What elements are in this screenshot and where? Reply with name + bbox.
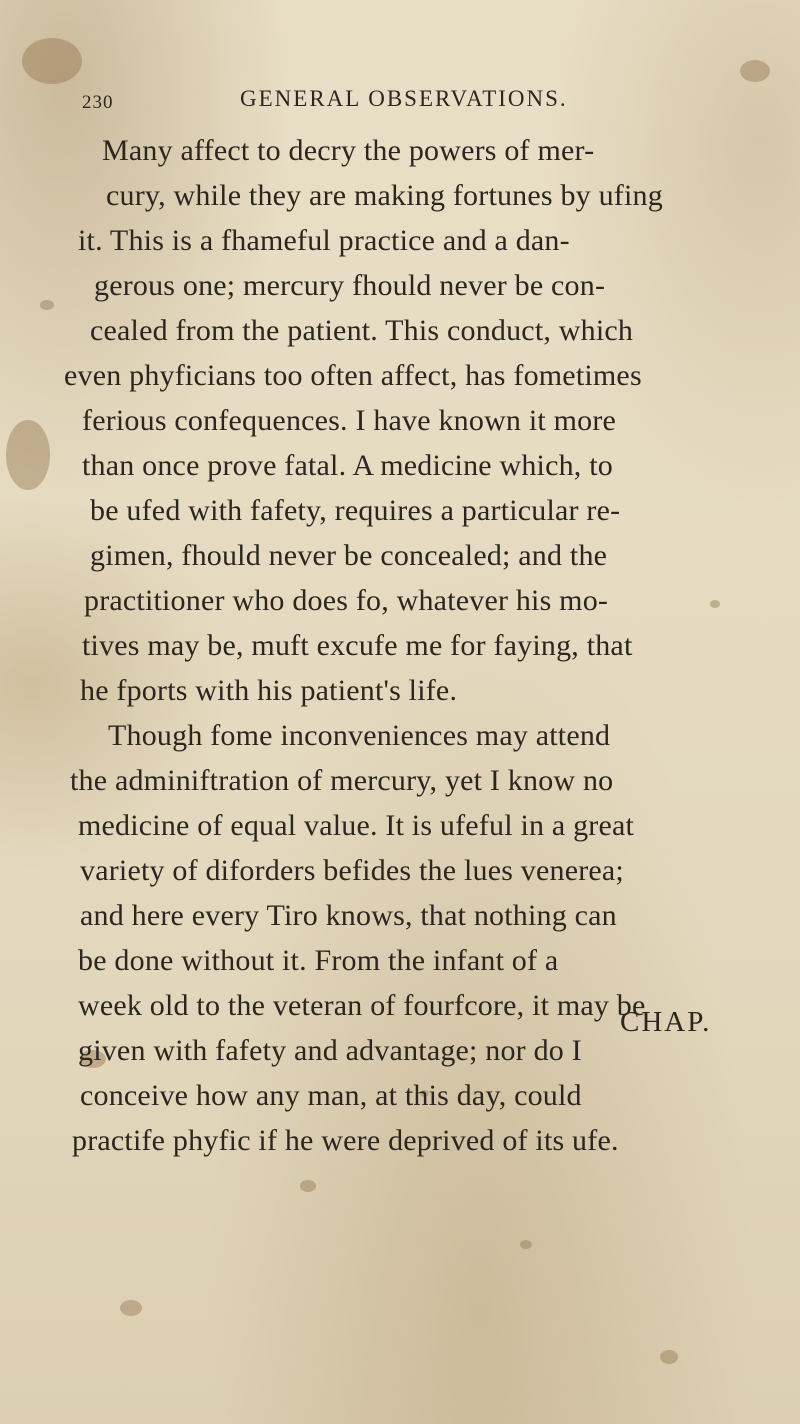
text-line-2: cury, while they are making fortunes by ufing (106, 179, 663, 212)
text-line-4: gerous one; mercury fhould never be con- (94, 269, 606, 302)
text-line-20: week old to the veteran of fourfcore, it may be (78, 989, 646, 1022)
text-line-15: the adminiftration of mercury, yet I know no (70, 764, 614, 797)
text-line-9: be ufed with fafety, requires a particular re- (90, 494, 621, 527)
text-line-17: variety of diforders befides the lues venerea; (80, 854, 624, 887)
text-line-1: Many affect to decry the powers of mer- (102, 134, 595, 167)
page-number: 230 (82, 92, 114, 113)
text-line-13: he fports with his patient's life. (80, 674, 458, 707)
text-line-7: ferious confequences. I have known it more (82, 404, 617, 437)
text-line-3: it. This is a fhameful practice and a dan- (78, 224, 570, 257)
catchword: CHAP. (620, 1006, 712, 1038)
text-line-21: given with fafety and advantage; nor do I (78, 1034, 582, 1067)
text-line-22: conceive how any man, at this day, could (80, 1079, 582, 1112)
text-line-23: practife phyfic if he were deprived of its ufe. (72, 1124, 619, 1157)
text-line-11: practitioner who does fo, whatever his mo- (84, 584, 609, 617)
text-line-8: than once prove fatal. A medicine which, to (82, 449, 613, 482)
text-line-16: medicine of equal value. It is ufeful in a great (78, 809, 635, 842)
text-line-6: even phyficians too often affect, has fometimes (64, 359, 642, 392)
text-line-19: be done without it. From the infant of a (78, 944, 559, 977)
text-line-18: and here every Tiro knows, that nothing can (80, 899, 617, 932)
text-line-12: tives may be, muft excufe me for faying, that (82, 629, 633, 662)
text-line-5: cealed from the patient. This conduct, which (90, 314, 634, 347)
page-header (80, 86, 680, 126)
text-line-10: gimen, fhould never be concealed; and the (90, 539, 608, 572)
running-head: GENERAL OBSERVATIONS. (240, 86, 568, 111)
text-line-14: Though fome inconveniences may attend (108, 719, 611, 752)
